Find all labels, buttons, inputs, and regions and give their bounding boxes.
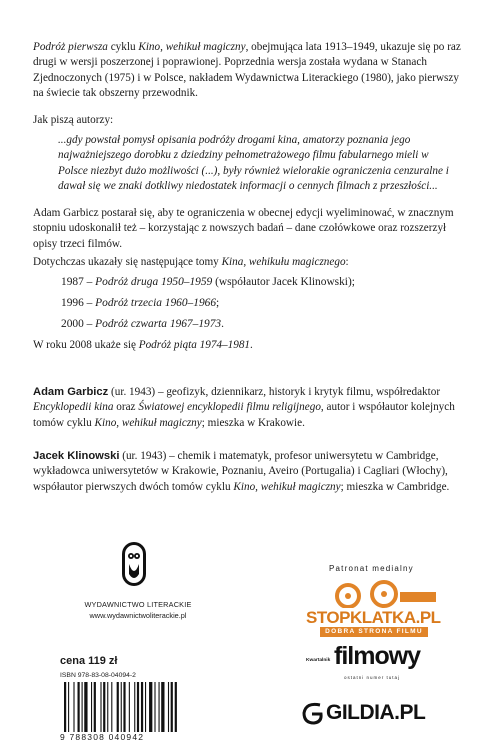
intro-text-1: cyklu (107, 41, 139, 53)
upcoming-volume: W roku 2008 ukaże się Podróż piąta 1974–1981. (33, 339, 253, 351)
barcode-stripe (129, 682, 130, 732)
barcode-stripe (111, 682, 112, 732)
garbicz-paragraph: Adam Garbicz postarał się, aby te ograniczenia w obecnej edycji wyeliminować, w znacznym stopniu udoskonalił też – korzystając z nowszych badań – dane czołówkowe oraz rozszerzył opisy trzeci filmów. (33, 207, 454, 250)
volume-item: 1996 – Podróż trzecia 1960–1966; (61, 297, 220, 309)
volumes-intro-text: Dotychczas ukazały się następujące tomy (33, 256, 222, 268)
gildia-logo: GILDIA.PL (326, 701, 426, 724)
authors-quote: ...gdy powstał pomysł opisania podróży drogami kina, amatorzy poznania jego najważniejszego dorobku z dziedziny pełnometrażowego filmu fabularnego mieli w Polsce niezbyt dużo możliwości (...), były również wielorakie ograniczenia cenzuralne i dawał się we znaki dotkliwy niedostatek informacji o cennych filmach z przeszłości... (58, 134, 449, 193)
stopklatka-reel-icon (300, 578, 450, 608)
stopklatka-tagline: DOBRA STRONA FILMU (320, 627, 428, 637)
bio-klinowski: Jacek Klinowski (ur. 1943) – chemik i matematyk, profesor uniwersytetu w Cambridge, wykładowca uniwersytetów w Krakowie, Poznaniu, Aveiro (Portugalia) i Cagliari (Włochy), współautor pierwszych dwóch tomów cyklu Kino, wehikuł magiczny; mieszka w Cambridge. (33, 450, 450, 493)
barcode-stripe (149, 682, 152, 732)
volume-item: 2000 – Podróż czwarta 1967–1973. (61, 318, 224, 330)
filmowy-prefix: Kwartalnik (306, 658, 331, 663)
gildia-swirl-icon (300, 700, 326, 726)
barcode-stripe (175, 682, 177, 732)
barcode-stripe (78, 682, 80, 732)
wl-owl-logo-icon (119, 540, 149, 590)
barcode-stripe (171, 682, 173, 732)
isbn-number: ISBN 978-83-08-04094-2 (60, 672, 136, 679)
price: cena 119 zł (60, 655, 118, 667)
barcode-stripe (145, 682, 146, 732)
barcode-stripe (134, 682, 135, 732)
barcode-stripe (121, 682, 122, 732)
volumes-intro-colon: : (345, 256, 349, 268)
filmowy-subtitle: ostatni numer tutaj (344, 675, 401, 680)
barcode-digits: 9 788308 040942 (60, 732, 145, 742)
barcode-stripe (117, 682, 119, 732)
barcode-stripe (161, 682, 164, 732)
publisher-name: WYDAWNICTWO LITERACKIE (84, 600, 192, 609)
intro-series: Kino, wehikuł magiczny (138, 41, 246, 53)
volumes-intro (33, 255, 463, 270)
bio-garbicz: Adam Garbicz (ur. 1943) – geofizyk, dziennikarz, historyk i krytyk filmu, współredaktor Encyklopedii kina oraz Światowej encyklopedii filmu religijnego, autor i współautor kolejnych tomów cyklu Kino, wehikuł magiczny; mieszka w Krakowie. (33, 386, 455, 429)
volume-item: 1987 – Podróż druga 1950–1959 (współautor Jacek Klinowski); (61, 276, 355, 288)
barcode-stripe (94, 682, 96, 732)
barcode-stripe (64, 682, 66, 732)
barcode-stripe (91, 682, 92, 732)
barcode-stripe (107, 682, 108, 732)
volumes-intro-series: Kina, wehikułu magicznego (221, 256, 346, 268)
barcode-stripe (82, 682, 83, 732)
intro-text-2: , obejmująca lata 1913–1949, ukazuje się po raz drugi w wersji poszerzonej i poprawionej. Poprzednia wersja została wydana w Stanach Zjednoczonych (1975) i w Polsce, nakładem Wydawnictwa Literackiego (1980), jako pierwszy na świecie tak obszerny przewodnik. (33, 41, 461, 100)
stopklatka-logo: STOPKLATKA.PL (306, 608, 441, 627)
barcode-stripe (168, 682, 169, 732)
author-name: Jacek Klinowski (33, 450, 120, 462)
filmowy-logo: filmowy (334, 642, 421, 670)
author-name: Adam Garbicz (33, 386, 109, 398)
barcode-icon (60, 682, 210, 732)
barcode-stripe (141, 682, 143, 732)
barcode-stripe (103, 682, 105, 732)
authors-say: Jak piszą autorzy: (33, 114, 114, 126)
barcode-stripe (68, 682, 69, 732)
barcode-stripe (159, 682, 160, 732)
patronat-label: Patronat medialny (329, 564, 414, 573)
barcode-stripe (123, 682, 125, 732)
barcode-stripe (84, 682, 87, 732)
barcode-stripe (73, 682, 74, 732)
barcode-stripe (137, 682, 139, 732)
intro-paragraph (33, 40, 463, 102)
intro-title: Podróż pierwsza (33, 41, 108, 53)
publisher-url[interactable]: www.wydawnictwoliterackie.pl (89, 611, 187, 620)
barcode-stripe (100, 682, 101, 732)
barcode-stripe (154, 682, 155, 732)
